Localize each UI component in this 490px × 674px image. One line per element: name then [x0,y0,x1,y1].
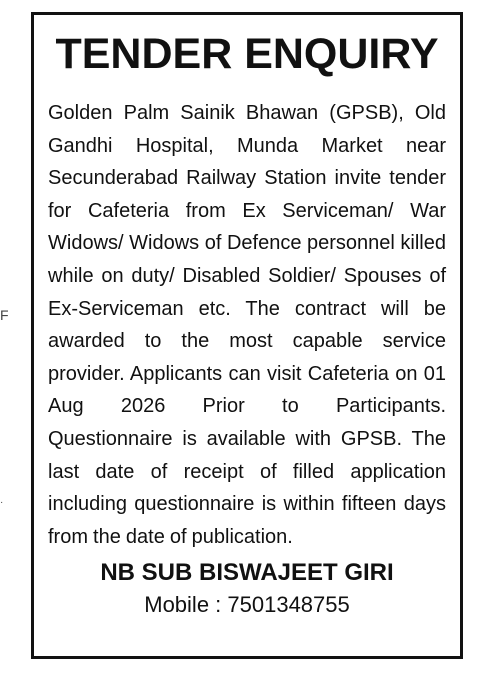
margin-dot: · [0,497,4,508]
notice-contact: Mobile : 7501348755 [144,592,350,618]
tender-notice-box [31,12,463,659]
notice-title: TENDER ENQUIRY [55,30,439,78]
margin-fragment: F [0,307,9,323]
notice-body: Golden Palm Sainik Bhawan (GPSB), Old Gandhi Hospital, Munda Market near Secunderabad Railway Station invite tender for Cafeteria from Ex Serviceman/ War Widows/ Widows of Defence personnel killed while on duty/ Disabled Soldier/ Spouses of Ex-Serviceman etc. The contract will be awarded to the most capable service provider. Applicants can visit Cafeteria on 01 Aug 2026 Prior to Participants. Questionnaire is available with GPSB. The last date of receipt of filled application including questionnaire is within fifteen days from the date of publication. [48,102,446,548]
notice-signatory: NB SUB BISWAJEET GIRI [100,559,394,587]
